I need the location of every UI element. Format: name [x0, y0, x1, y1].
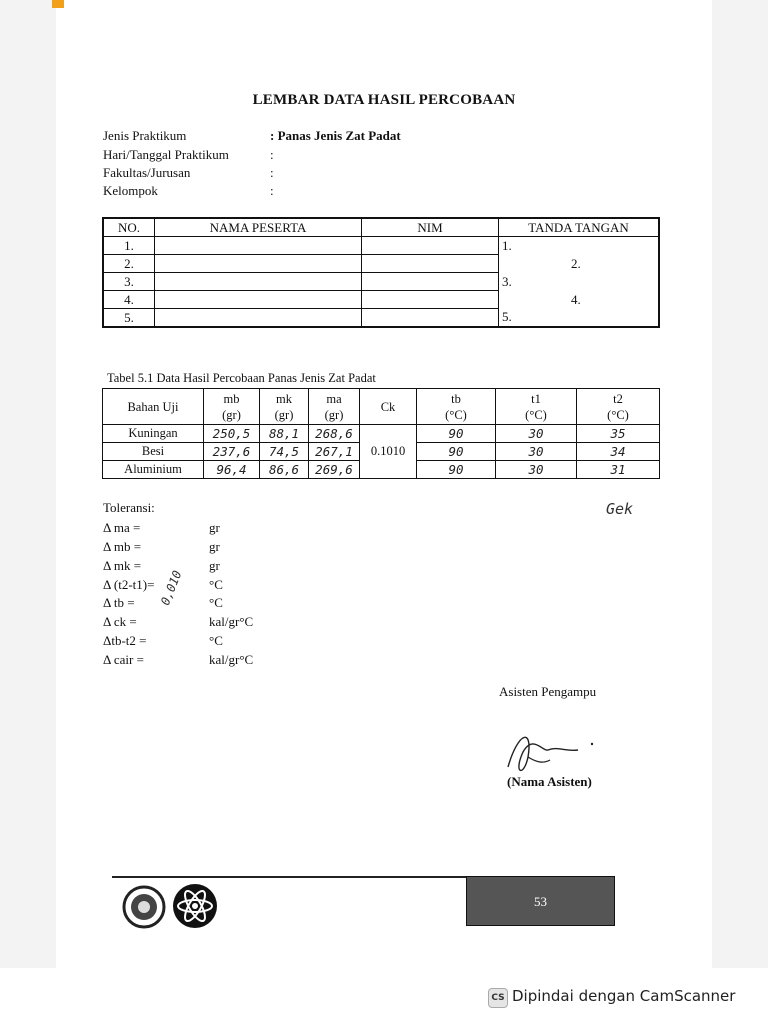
header-mk-symbol: mk: [276, 391, 292, 406]
bahan-cell: Aluminium: [103, 461, 204, 479]
toleransi-unit: gr: [209, 520, 220, 535]
table-row: [103, 291, 659, 309]
ma-cell: 267,1: [309, 443, 360, 461]
signature-slot: [499, 237, 660, 255]
nim-cell: [362, 309, 499, 328]
tb-cell: 90: [417, 461, 496, 479]
ma-cell: 269,6: [309, 461, 360, 479]
signature-slot: [499, 273, 660, 291]
camscanner-icon: CS: [488, 988, 508, 1008]
nim-cell: [362, 273, 499, 291]
page-number: 53: [466, 876, 615, 926]
header-ma: [309, 389, 360, 425]
toleransi-unit: °C: [209, 577, 223, 592]
nim-cell: [362, 237, 499, 255]
toleransi-unit: kal/gr°C: [209, 652, 254, 667]
table-header-row: [103, 389, 660, 425]
t2-cell: 31: [577, 461, 660, 479]
mb-cell: 237,6: [204, 443, 260, 461]
bahan-cell: Kuningan: [103, 425, 204, 443]
header-unit: (gr): [222, 407, 241, 422]
header-nim: NIM: [362, 218, 499, 237]
atom-logo: [172, 883, 218, 929]
toleransi-row: [103, 539, 220, 555]
nim-cell: [362, 291, 499, 309]
header-t2-symbol: t2: [613, 391, 623, 406]
tb-cell: 90: [417, 443, 496, 461]
toleransi-row: [103, 633, 223, 649]
mb-cell: 96,4: [204, 461, 260, 479]
info-value: :: [270, 147, 274, 162]
hasil-table: [102, 388, 660, 479]
table-row: [103, 425, 660, 443]
info-value: :: [270, 183, 274, 198]
ck-cell: 0.1010: [360, 425, 417, 479]
info-value: :: [270, 165, 274, 180]
header-ck: Ck: [360, 389, 417, 425]
mb-cell: 250,5: [204, 425, 260, 443]
row-number: 5.: [103, 309, 155, 328]
toleransi-label: Δ mb =: [103, 539, 142, 554]
bahan-cell: Besi: [103, 443, 204, 461]
nama-asisten-label: (Nama Asisten): [507, 774, 592, 789]
table-header-row: [103, 218, 659, 237]
table-row: [103, 273, 659, 291]
table-row: [103, 255, 659, 273]
t1-cell: 30: [496, 425, 577, 443]
document-page: [56, 0, 712, 968]
toleransi-label: Δ ck =: [103, 614, 137, 629]
header-t1-symbol: t1: [531, 391, 541, 406]
signature-image: [488, 722, 608, 782]
peserta-table: [102, 217, 660, 328]
ma-cell: 268,6: [309, 425, 360, 443]
signature-slot: [499, 291, 660, 309]
nama-cell: [155, 309, 362, 328]
document-title: LEMBAR DATA HASIL PERCOBAAN: [252, 92, 516, 108]
scanner-watermark-text: Dipindai dengan CamScanner: [512, 987, 736, 1005]
margin-note-handwritten: Gek: [606, 500, 634, 518]
toleransi-unit: °C: [209, 633, 223, 648]
header-bahan-uji: Bahan Uji: [103, 389, 204, 425]
header-no: NO.: [103, 218, 155, 237]
header-tb-symbol: tb: [451, 391, 461, 406]
toleransi-label: Δ ma =: [103, 520, 141, 535]
signature-slot: [499, 309, 660, 328]
row-number: 4.: [103, 291, 155, 309]
scan-margin-right: [712, 0, 768, 968]
header-nama: NAMA PESERTA: [155, 218, 362, 237]
toleransi-row: [103, 520, 220, 536]
header-mb: [204, 389, 260, 425]
signature-slot-label: 1.: [502, 237, 512, 253]
toleransi-label: Δtb-t2 =: [103, 633, 147, 648]
toleransi-row: [103, 595, 223, 611]
scan-margin-left: [0, 0, 56, 968]
signature-slot-label: 3.: [502, 273, 512, 289]
table-caption: Tabel 5.1 Data Hasil Percobaan Panas Jenis Zat Padat: [107, 371, 376, 385]
toleransi-unit: kal/gr°C: [209, 614, 254, 629]
header-unit: (gr): [324, 407, 344, 422]
university-seal-logo: [122, 885, 166, 929]
tb-cell: 90: [417, 425, 496, 443]
toleransi-row: [103, 577, 223, 593]
info-value: : Panas Jenis Zat Padat: [270, 128, 401, 143]
header-t2: [577, 389, 660, 425]
signature-slot-label: 4.: [571, 291, 581, 307]
header-tanda-tangan: TANDA TANGAN: [499, 218, 660, 237]
header-ma-symbol: ma: [326, 391, 342, 406]
toleransi-row: [103, 614, 254, 630]
t1-cell: 30: [496, 461, 577, 479]
header-unit: (gr): [274, 407, 294, 422]
header-tb: [417, 389, 496, 425]
toleransi-unit: °C: [209, 595, 223, 610]
toleransi-unit: gr: [209, 539, 220, 554]
row-number: 3.: [103, 273, 155, 291]
row-number: 1.: [103, 237, 155, 255]
toleransi-label: Δ cair =: [103, 652, 144, 667]
t2-cell: 35: [577, 425, 660, 443]
info-label: Fakultas/Jurusan: [103, 165, 191, 180]
toleransi-heading: Toleransi:: [103, 500, 155, 515]
nama-cell: [155, 255, 362, 273]
toleransi-label: Δ tb =: [103, 595, 135, 610]
info-label: Jenis Praktikum: [103, 128, 187, 143]
toleransi-label: Δ (t2-t1)=: [103, 577, 155, 592]
nama-cell: [155, 237, 362, 255]
corner-mark: [52, 0, 64, 8]
header-unit: (°C): [525, 407, 547, 422]
t1-cell: 30: [496, 443, 577, 461]
header-unit: (°C): [445, 407, 467, 422]
row-number: 2.: [103, 255, 155, 273]
asisten-label: Asisten Pengampu: [499, 684, 597, 699]
table-row: [103, 309, 659, 328]
mk-cell: 88,1: [260, 425, 309, 443]
mk-cell: 86,6: [260, 461, 309, 479]
toleransi-handwritten-note: 0,010: [158, 568, 185, 608]
t2-cell: 34: [577, 443, 660, 461]
toleransi-label: Δ mk =: [103, 558, 142, 573]
header-mb-symbol: mb: [223, 391, 240, 406]
info-label: Kelompok: [103, 183, 158, 198]
signature-slot-label: 2.: [571, 255, 581, 271]
toleransi-row: [103, 558, 220, 574]
header-t1: [496, 389, 577, 425]
table-row: [103, 237, 659, 255]
nama-cell: [155, 273, 362, 291]
toleransi-row: [103, 652, 254, 668]
signature-slot: [499, 255, 660, 273]
header-unit: (°C): [607, 407, 629, 422]
nim-cell: [362, 255, 499, 273]
nama-cell: [155, 291, 362, 309]
signature-slot-label: 5.: [502, 309, 512, 325]
toleransi-unit: gr: [209, 558, 220, 573]
header-mk: [260, 389, 309, 425]
info-label: Hari/Tanggal Praktikum: [103, 147, 229, 162]
mk-cell: 74,5: [260, 443, 309, 461]
